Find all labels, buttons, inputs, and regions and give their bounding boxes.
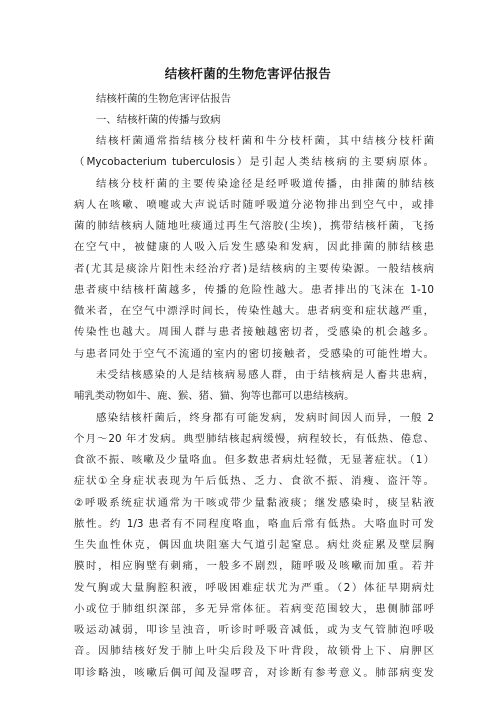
- body-line: 叩诊略浊，咳嗽后偶可闻及湿啰音，对诊断有参考意义。肺部病变发: [74, 667, 434, 679]
- body-line: 音。因肺结核好发于肺上叶尖后段及下叶背段，故锁骨上下、肩胛区: [74, 645, 434, 657]
- body-line: 脓性。约 1/3 患者有不同程度咯血，咯血后常有低热。大咯血时可发: [74, 518, 434, 530]
- body-line: 结核杆菌通常指结核分枝杆菌和牛分枝杆菌，其中结核分枝杆菌: [96, 135, 434, 147]
- body-line: 生失血性休克，偶因血块阻塞大气道引起窒息。病灶炎症累及壁层胸: [74, 539, 434, 551]
- body-line: 菌的肺结核病人随地吐痰通过再生气溶胶(尘埃)，携带结核杆菌，飞扬: [74, 220, 434, 232]
- body-line: 小或位于肺组织深部，多无异常体征。若病变范围较大，患侧肺部呼: [74, 603, 434, 615]
- body-line: （Mycobacterium tuberculosis）是引起人类结核病的主要病原体。: [74, 156, 434, 168]
- body-line: 膜时，相应胸壁有刺痛，一般多不剧烈，随呼吸及咳嗽而加重。若并: [74, 560, 434, 572]
- body-line: 微米者，在空气中漂浮时间长，传染性越大。患者病变和症状越严重，: [74, 305, 434, 317]
- body-line: 结核杆菌的生物危害评估报告: [96, 93, 232, 105]
- body-line: 发气胸或大量胸腔积液，呼吸困难症状尤为严重。（2）体征早期病灶: [74, 582, 434, 594]
- body-line: ②呼吸系统症状通常为干咳或带少量黏液痰；继发感染时，痰呈粘液: [74, 497, 434, 509]
- section-heading: 一、结核杆菌的传播与致病: [96, 114, 221, 126]
- body-line: 个月～20 年才发病。典型肺结核起病缓慢，病程较长，有低热、倦怠、: [74, 433, 434, 445]
- body-line: 者(尤其是痰涂片阳性未经治疗者)是结核病的主要传染源。一般结核病: [74, 263, 434, 275]
- body-line: 食欲不振、咳嗽及少量咯血。但多数患者病灶轻微，无显著症状。（1）: [74, 454, 434, 466]
- document-title: 结核杆菌的生物危害评估报告: [164, 66, 332, 81]
- body-line: 未受结核感染的人是结核病易感人群，由于结核病是人畜共患病，: [96, 369, 434, 381]
- body-line: 与患者同处于空气不流通的室内的密切接触者，受感染的可能性增大。: [74, 348, 434, 360]
- body-line: 传染性也越大。周围人群与患者接触越密切者，受感染的机会越多。: [74, 326, 434, 338]
- body-line: 感染结核杆菌后，终身都有可能发病，发病时间因人而异，一般 2: [96, 412, 434, 424]
- body-line: 哺乳类动物如牛、鹿、猴、猪、猫、狗等也都可以患结核病。: [74, 390, 355, 402]
- body-line: 病人在咳嗽、喷嚏或大声说话时随呼吸道分泌物排出到空气中，或排: [74, 199, 434, 211]
- body-line: 吸运动减弱，叩诊呈浊音，听诊时呼吸音减低，或为支气管肺泡呼吸: [74, 624, 434, 636]
- body-line: 症状①全身症状表现为午后低热、乏力、食欲不振、消瘦、盗汗等。: [74, 475, 434, 487]
- body-line: 患者痰中结核杆菌越多，传播的危险性越大。患者排出的飞沫在 1-10: [74, 284, 434, 296]
- body-line: 在空气中，被健康的人吸入后发生感染和发病，因此排菌的肺结核患: [74, 241, 434, 253]
- body-line: 结核分枝杆菌的主要传染途径是经呼吸道传播，由排菌的肺结核: [96, 178, 434, 190]
